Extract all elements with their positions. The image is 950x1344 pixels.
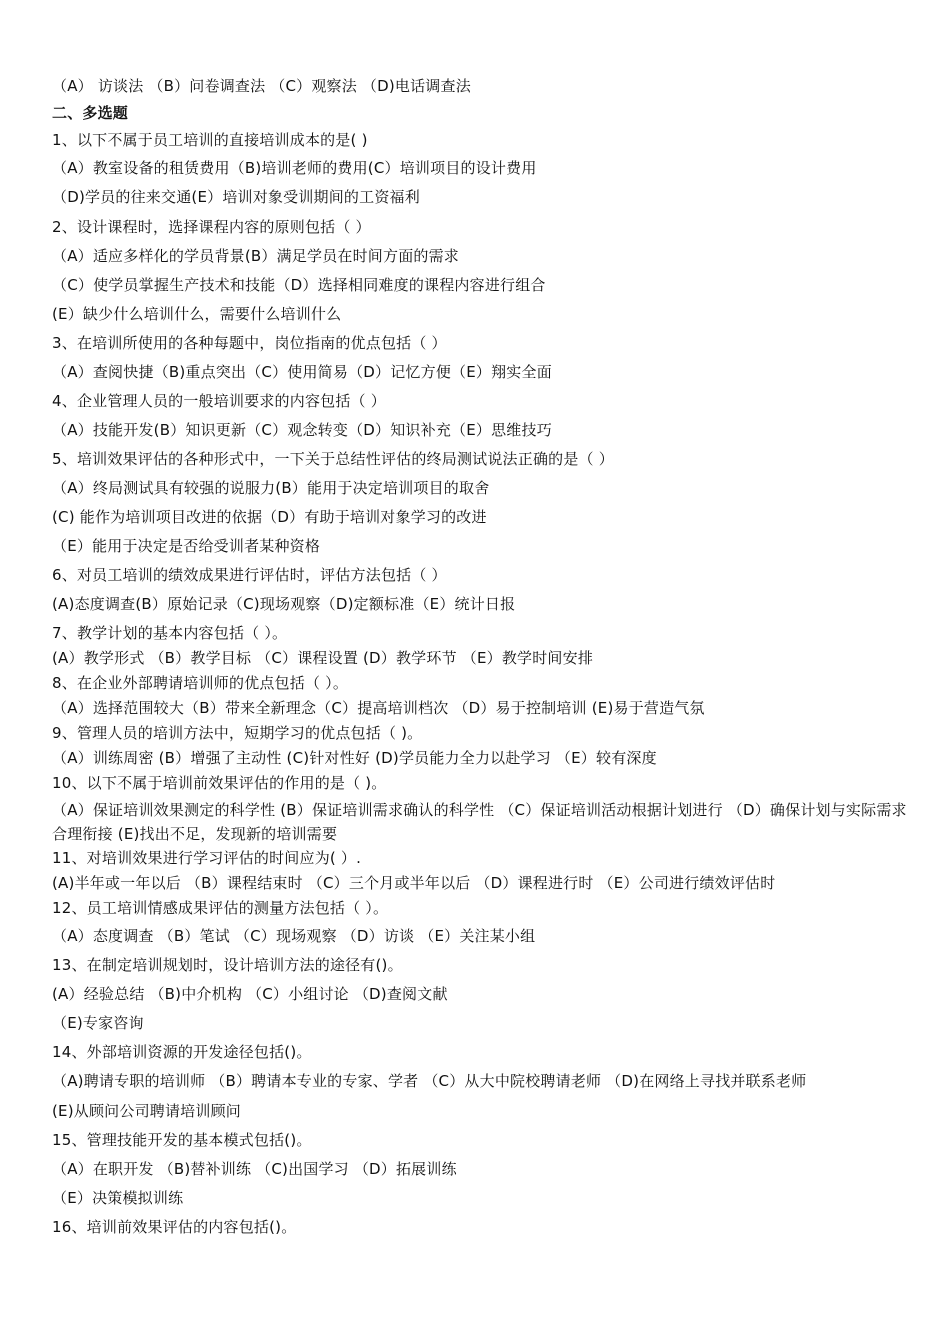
text-line: （A）技能开发(B）知识更新（C）观念转变（D）知识补充（E）思维技巧 (52, 421, 552, 439)
text-line: （E）决策模拟训练 (52, 1189, 184, 1207)
text-line: 6、对员工培训的绩效成果进行评估时，评估方法包括（ ） (52, 566, 447, 584)
text-line: (A）教学形式 （B）教学目标 （C）课程设置 (D）教学环节 （E）教学时间安排 (52, 649, 594, 667)
text-line: (E）缺少什么培训什么，需要什么培训什么 (52, 305, 342, 323)
text-line: （C）使学员掌握生产技术和技能（D）选择相同难度的课程内容进行组合 (52, 276, 546, 294)
text-line: （A）适应多样化的学员背景(B）满足学员在时间方面的需求 (52, 247, 460, 265)
text-line: (A）经验总结 （B)中介机构 （C）小组讨论 （D)查阅文献 (52, 985, 448, 1003)
text-line: 15、管理技能开发的基本模式包括()。 (52, 1131, 312, 1149)
text-line: 3、在培训所使用的各种每题中，岗位指南的优点包括（ ） (52, 334, 447, 352)
text-line: (E)从顾问公司聘请培训顾问 (52, 1102, 241, 1120)
text-line: (A)半年或一年以后 （B）课程结束时 （C）三个月或半年以后 （D）课程进行时 （E）公司进行绩效评估时 (52, 874, 776, 892)
text-line: （A）训练周密 (B）增强了主动性 (C)针对性好 (D)学员能力全力以赴学习 （E）较有深度 (52, 749, 657, 767)
text-line: 11、对培训效果进行学习评估的时间应为( ）. (52, 849, 362, 867)
text-line: （E）能用于决定是否给受训者某种资格 (52, 537, 321, 555)
text-line: （A）查阅快捷（B)重点突出（C）使用简易（D）记忆方便（E）翔实全面 (52, 363, 552, 381)
text-line: 16、培训前效果评估的内容包括()。 (52, 1218, 297, 1236)
text-line: （A）保证培训效果测定的科学性 (B）保证培训需求确认的科学性 （C）保证培训活动根据计划进行 （D）确保计划与实际需求合理衔接 (E)找出不足，发现新的培训需要 (52, 801, 907, 843)
text-line: (C) 能作为培训项目改进的依据（D）有助于培训对象学习的改进 (52, 508, 487, 526)
text-line: （A）在职开发 （B)替补训练 （C)出国学习 （D）拓展训练 (52, 1160, 457, 1178)
text-line: 13、在制定培训规划时，设计培训方法的途径有()。 (52, 956, 403, 974)
text-line: 8、在企业外部聘请培训师的优点包括（ ）。 (52, 674, 349, 692)
text-line: （A)聘请专职的培训师 （B）聘请本专业的专家、学者 （C）从大中院校聘请老师 （D)在网络上寻找并联系老师 (52, 1072, 807, 1090)
text-line: 4、企业管理人员的一般培训要求的内容包括（ ） (52, 392, 386, 410)
text-line: （A）态度调查 （B）笔试 （C）现场观察 （D）访谈 （E）关注某小组 (52, 927, 536, 945)
text-line: 5、培训效果评估的各种形式中，一下关于总结性评估的终局测试说法正确的是（ ） (52, 450, 614, 468)
text-line: （A） 访谈法 （B）问卷调查法 （C）观察法 （D)电话调查法 (52, 77, 471, 95)
text-line: （A）终局测试具有较强的说服力(B）能用于决定培训项目的取舍 (52, 479, 490, 497)
text-line: 1、以下不属于员工培训的直接培训成本的是( ) (52, 131, 368, 149)
text-line: （E)专家咨询 (52, 1014, 144, 1032)
text-line: （D)学员的往来交通(E）培训对象受训期间的工资福利 (52, 188, 420, 206)
text-line: 12、员工培训情感成果评估的测量方法包括（ ）。 (52, 899, 389, 917)
text-line: 2、设计课程时，选择课程内容的原则包括（ ） (52, 218, 371, 236)
text-line: （A）教室设备的租赁费用（B)培训老师的费用(C）培训项目的设计费用 (52, 159, 537, 177)
text-line: 10、以下不属于培训前效果评估的作用的是（ )。 (52, 774, 387, 792)
text-line: 7、教学计划的基本内容包括（ ）。 (52, 624, 288, 642)
text-line: （A）选择范围较大（B）带来全新理念（C）提高培训档次 （D）易于控制培训 (E)易于营造气氛 (52, 699, 705, 717)
text-line: 14、外部培训资源的开发途径包括()。 (52, 1043, 312, 1061)
text-line: 9、管理人员的培训方法中，短期学习的优点包括（ )。 (52, 724, 423, 742)
section-heading: 二、多选题 (52, 104, 129, 122)
text-line: (A)态度调查(B）原始记录（C)现场观察（D)定额标准（E）统计日报 (52, 595, 516, 613)
